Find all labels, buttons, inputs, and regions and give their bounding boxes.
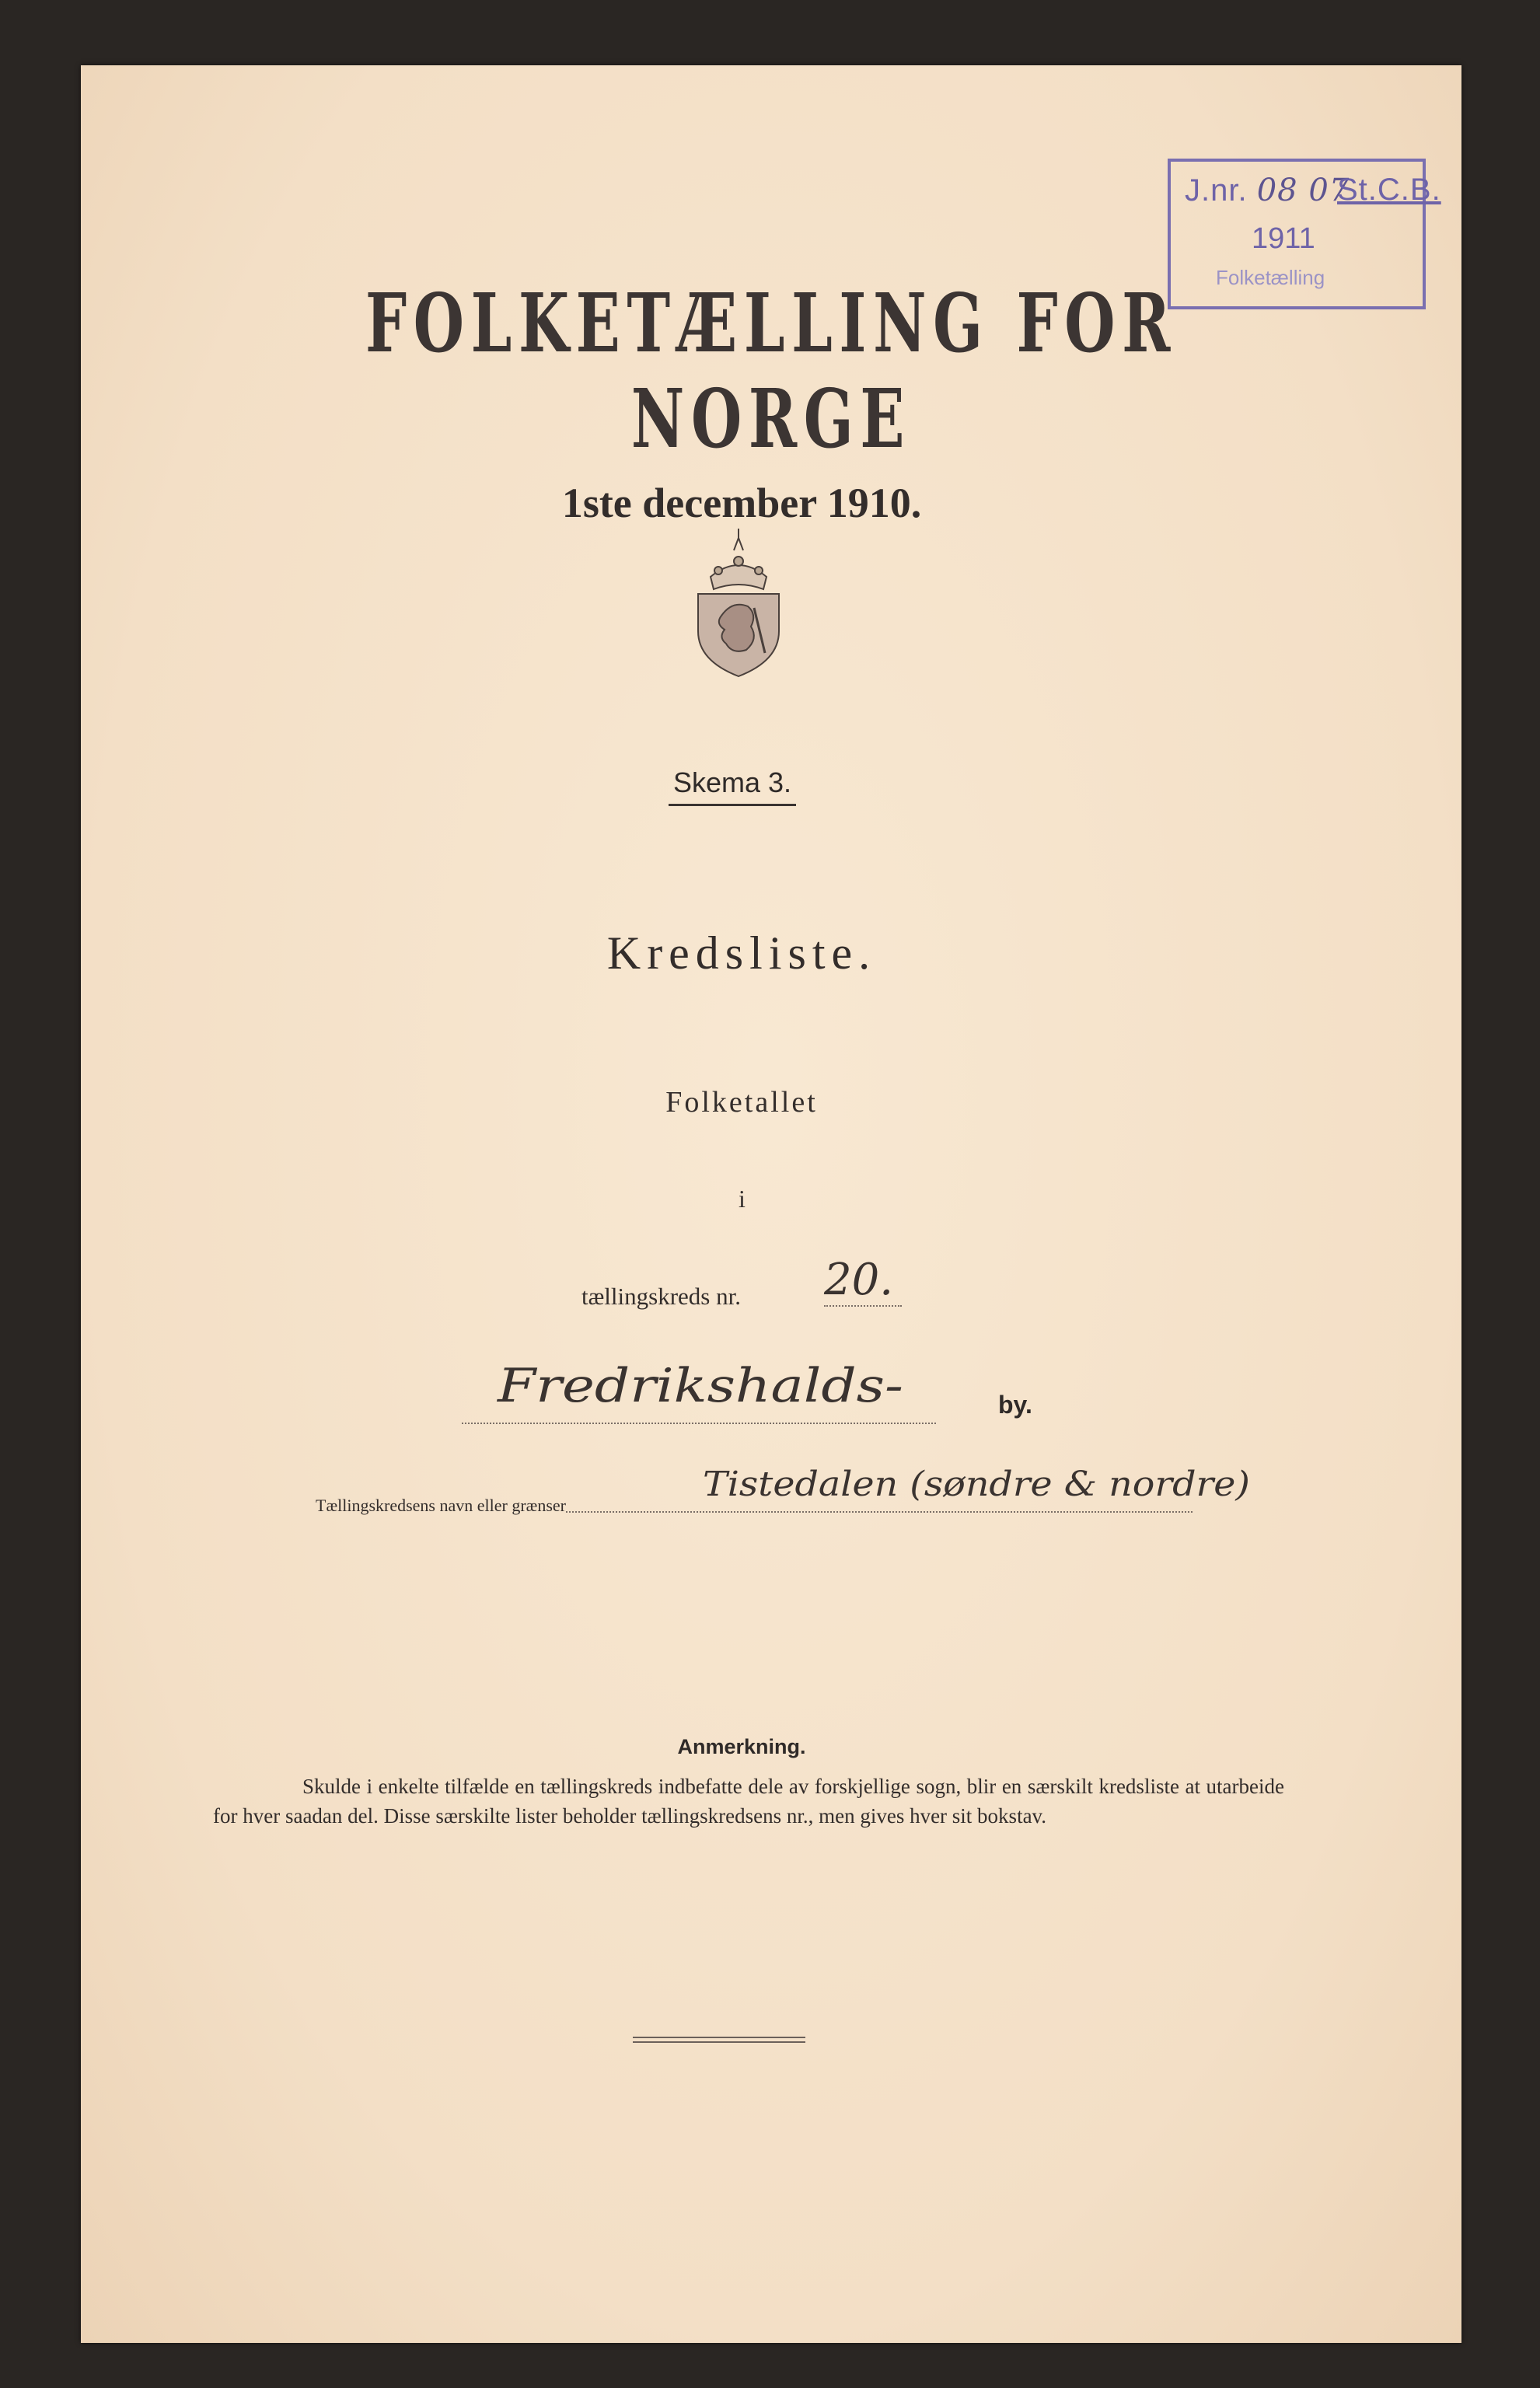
closing-rule <box>633 2037 805 2038</box>
kreds-number-label: tællingskreds nr. <box>581 1283 741 1310</box>
note-heading: Anmerkning. <box>677 1735 806 1758</box>
form-heading: Kredsliste. <box>606 927 877 979</box>
grenser-label: Tællingskredsens navn eller grænser <box>316 1496 566 1515</box>
by-label: by. <box>998 1391 1032 1419</box>
folketallet-label: Folketallet <box>665 1086 818 1119</box>
coat-of-arms-icon <box>687 522 790 678</box>
stamp-jnr-value: 08 07 <box>1256 173 1350 208</box>
stamp-dept: Folketælling <box>1216 266 1325 289</box>
kreds-number-value: 20. <box>824 1255 902 1307</box>
stamp-jnr-label: J.nr. <box>1185 173 1248 208</box>
closing-rule-second <box>633 2041 805 2043</box>
stamp-year: 1911 <box>1252 222 1315 255</box>
stamp-office: St.C.B. <box>1337 173 1441 207</box>
note-text: Skulde i enkelte tilfælde en tællingskreds indbefatte dele av forskjellige sogn, blir en særskilt kredsliste at utarbeide for hver saadan del. Disse særskilte lister beholder tællingskredsens nr., men gives hver sit bokstav. <box>213 1775 1284 1828</box>
census-date: 1ste december 1910. <box>561 480 922 526</box>
page-title: FOLKETÆLLING FOR NORGE <box>365 275 1177 466</box>
preposition-i: i <box>739 1185 746 1213</box>
grenser-value: Tistedalen (søndre & nordre) <box>703 1465 1250 1504</box>
census-form-page <box>81 65 1461 2343</box>
city-value: Fredrikshalds- <box>498 1359 903 1413</box>
schema-number: Skema 3. <box>669 766 796 806</box>
